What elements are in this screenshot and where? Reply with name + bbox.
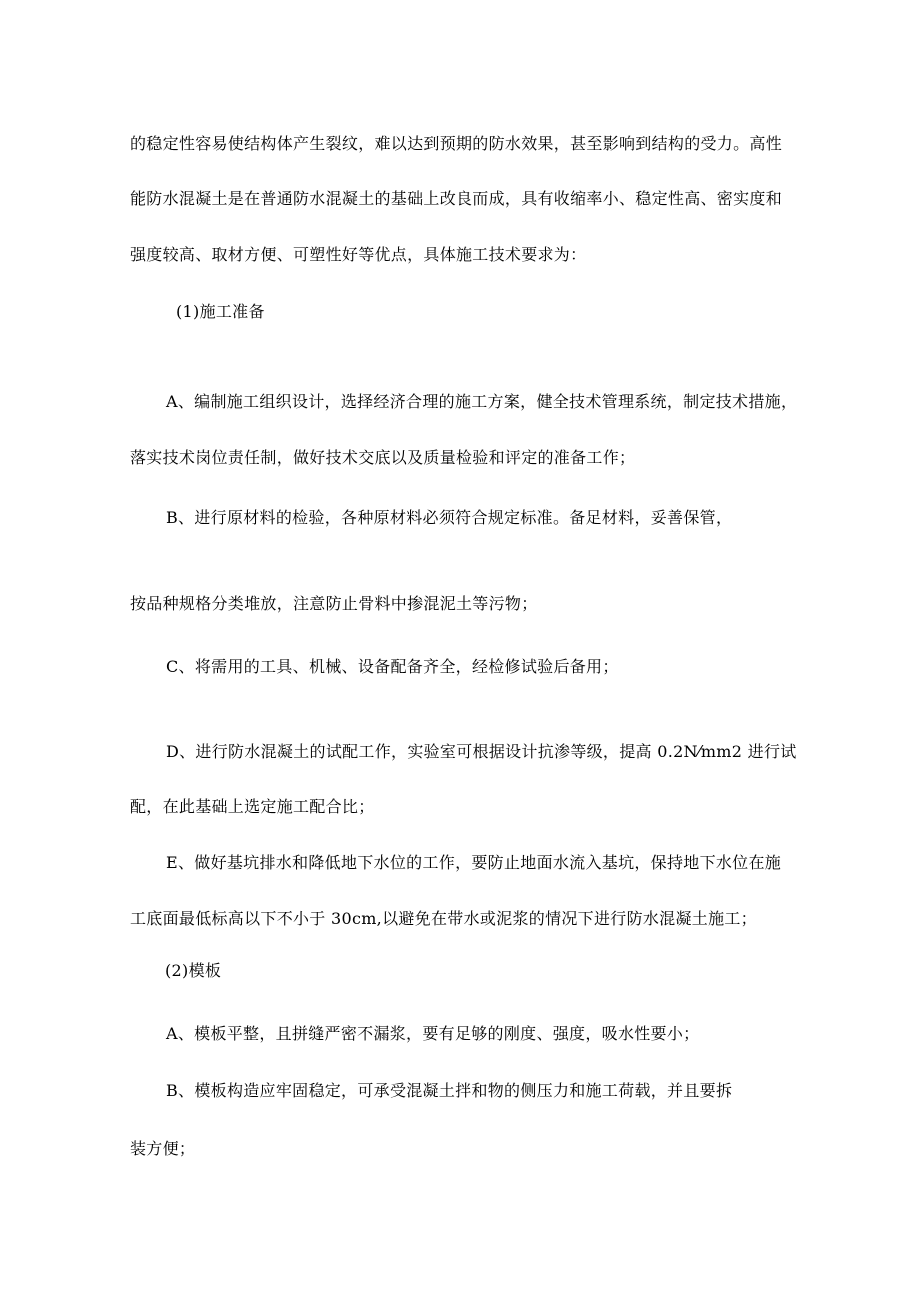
paragraph-line: 落实技术岗位责任制，做好技术交底以及质量检验和评定的准备工作； (130, 448, 636, 467)
paragraph-line: 按品种规格分类堆放，注意防止骨料中掺混泥土等污物； (130, 594, 538, 613)
paragraph-line: 配，在此基础上选定施工配合比； (130, 797, 375, 816)
paragraph-line: B、进行原材料的检验，各种原材料必须符合规定标准。备足材料，妥善保管， (166, 508, 733, 527)
paragraph-line: 装方便； (130, 1139, 196, 1158)
paragraph-line: A、编制施工组织设计，选择经济合理的施工方案，健全技术管理系统，制定技术措施， (166, 392, 798, 411)
section-heading: (1)施工准备 (176, 302, 265, 321)
paragraph-line: C、将需用的工具、机械、设备配备齐全，经检修试验后备用； (166, 657, 619, 676)
paragraph-line: 的稳定性容易使结构体产生裂纹，难以达到预期的防水效果，甚至影响到结构的受力。高性 (130, 134, 783, 153)
paragraph-line: 强度较高、取材方便、可塑性好等优点，具体施工技术要求为： (130, 245, 587, 264)
paragraph-line: B、模板构造应牢固稳定，可承受混凝土拌和物的侧压力和施工荷载，并且要拆 (166, 1081, 733, 1100)
paragraph-line: 能防水混凝土是在普通防水混凝土的基础上改良而成，具有收缩率小、稳定性高、密实度和 (130, 189, 783, 208)
paragraph-line: A、模板平整，且拼缝严密不漏浆，要有足够的刚度、强度，吸水性要小； (166, 1024, 700, 1043)
paragraph-line: E、做好基坑排水和降低地下水位的工作，要防止地面水流入基坑，保持地下水位在施 (166, 853, 782, 872)
section-heading: (2)模板 (165, 961, 222, 980)
paragraph-line: 工底面最低标高以下不小于 30cm,以避免在带水或泥浆的情况下进行防水混凝土施工； (130, 909, 757, 928)
paragraph-line: D、进行防水混凝土的试配工作，实验室可根据设计抗渗等级，提高 0.2N⁄mm2 进行试 (166, 742, 797, 761)
